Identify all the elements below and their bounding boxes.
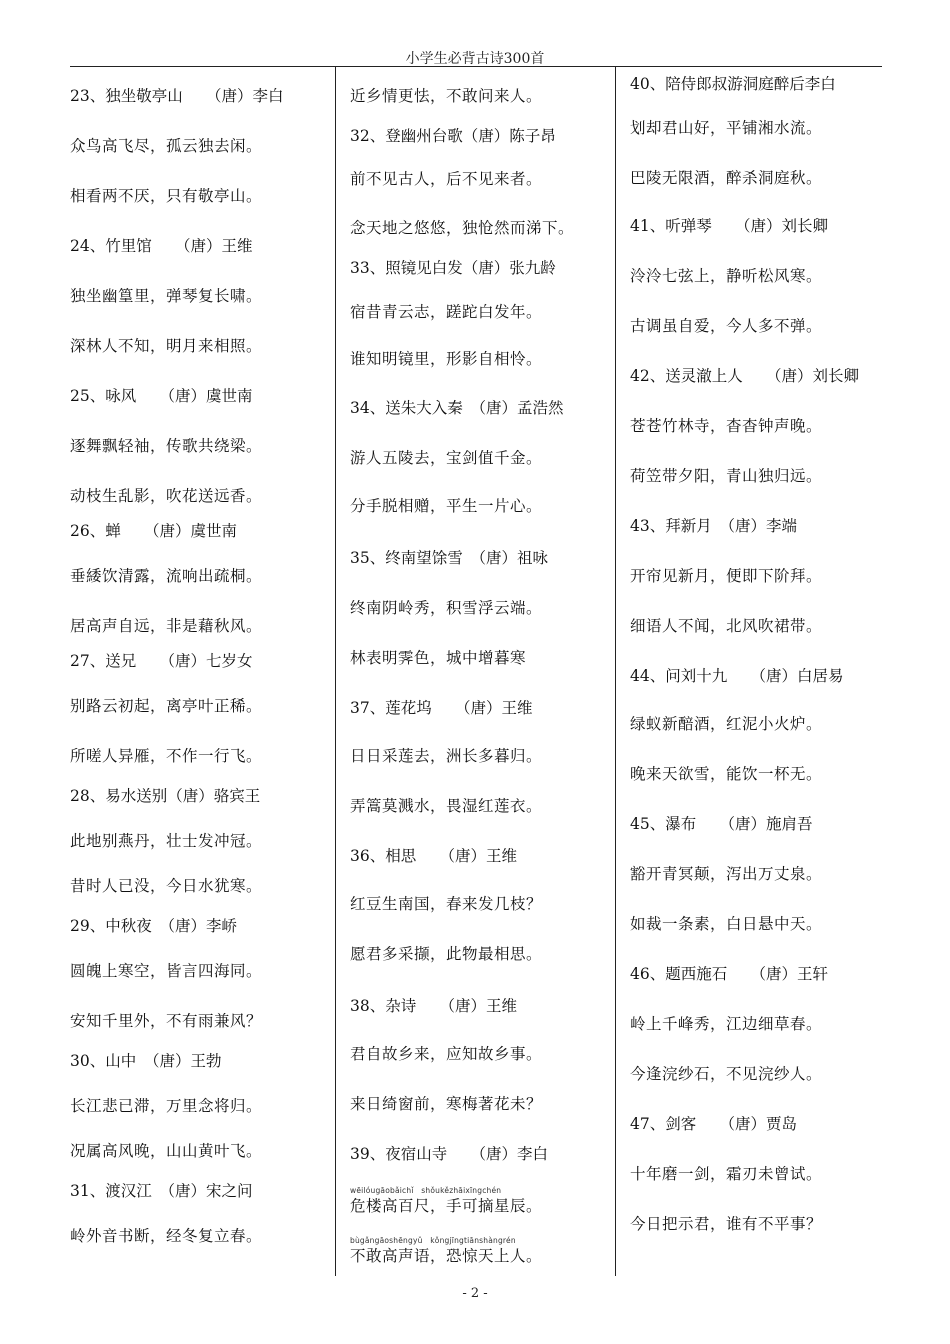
page-header-title: 小学生必背古诗300首	[405, 51, 545, 67]
poem-verse-line: 泠泠七弦上，静听松风寒。	[630, 267, 823, 285]
poem-verse-line: 荷笠带夕阳，青山独归远。	[630, 467, 823, 485]
poem-title: 41、听弹琴 （唐）刘长卿	[630, 217, 828, 235]
poem-title: 33、照镜见白发（唐）张九龄	[350, 259, 556, 277]
poem-title: 32、登幽州台歌（唐）陈子昂	[350, 127, 556, 145]
poem-column-1	[70, 66, 332, 1276]
poem-verse-line: 愿君多采撷，此物最相思。	[350, 945, 543, 963]
poem-verse-line: 君自故乡来，应知故乡事。	[350, 1045, 543, 1063]
poem-title: 27、送兄 （唐）七岁女	[70, 652, 253, 670]
poem-verse-line: 日日采莲去，洲长多暮归。	[350, 747, 543, 765]
poem-verse-line: 分手脱相赠，平生一片心。	[350, 497, 543, 515]
poem-verse-line: 前不见古人，后不见来者。	[350, 170, 543, 188]
poem-verse-line: 所嗟人异雁，不作一行飞。	[70, 747, 263, 765]
poem-verse-line: 今日把示君，谁有不平事？	[630, 1215, 823, 1233]
poem-verse-line: 逐舞飘轻袖，传歌共绕梁。	[70, 437, 263, 455]
poem-title: 28、易水送别（唐）骆宾王	[70, 787, 261, 805]
poem-verse-line: 圆魄上寒空，皆言四海同。	[70, 962, 263, 980]
poem-title: 38、杂诗 （唐）王维	[350, 997, 517, 1015]
poem-verse-line: 不敢高声语，恐惊天上人。	[350, 1247, 543, 1265]
poem-verse-line: 苍苍竹林寺，杳杳钟声晚。	[630, 417, 823, 435]
poem-verse-line: 林表明霁色，城中增暮寒	[350, 649, 527, 667]
poem-verse-line: 红豆生南国，春来发几枝？	[350, 895, 543, 913]
poem-verse-line: 终南阴岭秀，积雪浮云端。	[350, 599, 543, 617]
poem-verse-line: 巴陵无限酒，醉杀洞庭秋。	[630, 169, 823, 187]
poem-verse-line: 昔时人已没，今日水犹寒。	[70, 877, 263, 895]
poem-title: 30、山中 （唐）王勃	[70, 1052, 222, 1070]
pinyin-annotation: wēilóugāobǎichǐ shǒukězhāixīngchén	[350, 1186, 502, 1195]
poem-verse-line: 垂緌饮清露，流响出疏桐。	[70, 567, 263, 585]
poem-verse-line: 危楼高百尺，手可摘星辰。	[350, 1197, 543, 1215]
column-divider	[615, 66, 616, 1276]
poem-title: 43、拜新月 （唐）李端	[630, 517, 797, 535]
poem-title: 45、瀑布 （唐）施肩吾	[630, 815, 813, 833]
poem-verse-line: 豁开青冥颠，泻出万丈泉。	[630, 865, 823, 883]
poem-verse-line: 独坐幽篁里，弹琴复长啸。	[70, 287, 263, 305]
poem-title: 37、莲花坞 （唐）王维	[350, 699, 533, 717]
poem-verse-line: 古调虽自爱，今人多不弹。	[630, 317, 823, 335]
poem-verse-line: 弄篙莫溅水，畏湿红莲衣。	[350, 797, 543, 815]
poem-title: 44、问刘十九 （唐）白居易	[630, 667, 844, 685]
poem-verse-line: 如裁一条素，白日悬中天。	[630, 915, 823, 933]
poem-verse-line: 今逢浣纱石，不见浣纱人。	[630, 1065, 823, 1083]
poem-verse-line: 念天地之悠悠，独怆然而涕下。	[350, 219, 575, 237]
poem-verse-line: 划却君山好，平铺湘水流。	[630, 119, 823, 137]
poem-column-3	[630, 66, 882, 1276]
poem-verse-line: 长江悲已滞，万里念将归。	[70, 1097, 263, 1115]
poem-title: 39、夜宿山寺 （唐）李白	[350, 1145, 548, 1163]
poem-verse-line: 岭外音书断，经冬复立春。	[70, 1227, 263, 1245]
page-number: - 2 -	[462, 1286, 488, 1301]
poem-verse-line: 宿昔青云志，蹉跎白发年。	[350, 303, 543, 321]
poem-title: 34、送朱大入秦 （唐）孟浩然	[350, 399, 564, 417]
poem-title: 24、竹里馆 （唐）王维	[70, 237, 253, 255]
poem-title: 35、终南望馀雪 （唐）祖咏	[350, 549, 548, 567]
poem-title: 42、送灵澈上人 （唐）刘长卿	[630, 367, 859, 385]
poem-verse-line: 绿蚁新醅酒，红泥小火炉。	[630, 715, 823, 733]
poem-verse-line: 十年磨一剑，霜刃未曾试。	[630, 1165, 823, 1183]
poem-verse-line: 众鸟高飞尽，孤云独去闲。	[70, 137, 263, 155]
column-divider	[335, 66, 336, 1276]
poem-verse-line: 况属高风晚，山山黄叶飞。	[70, 1142, 263, 1160]
poem-verse-line: 居高声自远，非是藉秋风。	[70, 617, 263, 635]
poem-title: 23、独坐敬亭山 （唐）李白	[70, 87, 284, 105]
poem-verse-line: 晚来天欲雪，能饮一杯无。	[630, 765, 823, 783]
poem-verse-line: 开帘见新月，便即下阶拜。	[630, 567, 823, 585]
poem-title: 46、题西施石 （唐）王轩	[630, 965, 828, 983]
poem-verse-line: 谁知明镜里，形影自相怜。	[350, 350, 543, 368]
poem-title: 36、相思 （唐）王维	[350, 847, 517, 865]
poem-verse-line: 细语人不闻，北风吹裙带。	[630, 617, 823, 635]
poem-verse-line: 别路云初起，离亭叶正稀。	[70, 697, 263, 715]
poem-verse-line: 相看两不厌，只有敬亭山。	[70, 187, 263, 205]
poem-verse-line: 安知千里外，不有雨兼风？	[70, 1012, 263, 1030]
poem-title: 26、蝉 （唐）虞世南	[70, 522, 237, 540]
poem-verse-line: 游人五陵去，宝剑值千金。	[350, 449, 543, 467]
poem-title: 25、咏风 （唐）虞世南	[70, 387, 253, 405]
poem-title: 29、中秋夜 （唐）李峤	[70, 917, 237, 935]
poem-verse-line: 来日绮窗前，寒梅著花未？	[350, 1095, 543, 1113]
pinyin-annotation: bùgǎngāoshēngyǔ kǒngjīngtiānshàngrén	[350, 1236, 516, 1245]
poem-verse-line: 岭上千峰秀，江边细草春。	[630, 1015, 823, 1033]
poem-column-2	[350, 66, 612, 1276]
poem-title: 31、渡汉江 （唐）宋之问	[70, 1182, 253, 1200]
poem-verse-line: 近乡情更怯，不敢问来人。	[350, 87, 543, 105]
poem-verse-line: 动枝生乱影，吹花送远香。	[70, 487, 263, 505]
poem-verse-line: 此地别燕丹，壮士发冲冠。	[70, 832, 263, 850]
poem-verse-line: 深林人不知，明月来相照。	[70, 337, 263, 355]
poem-title: 47、剑客 （唐）贾岛	[630, 1115, 797, 1133]
poem-title: 40、陪侍郎叔游洞庭醉后李白	[630, 75, 836, 93]
